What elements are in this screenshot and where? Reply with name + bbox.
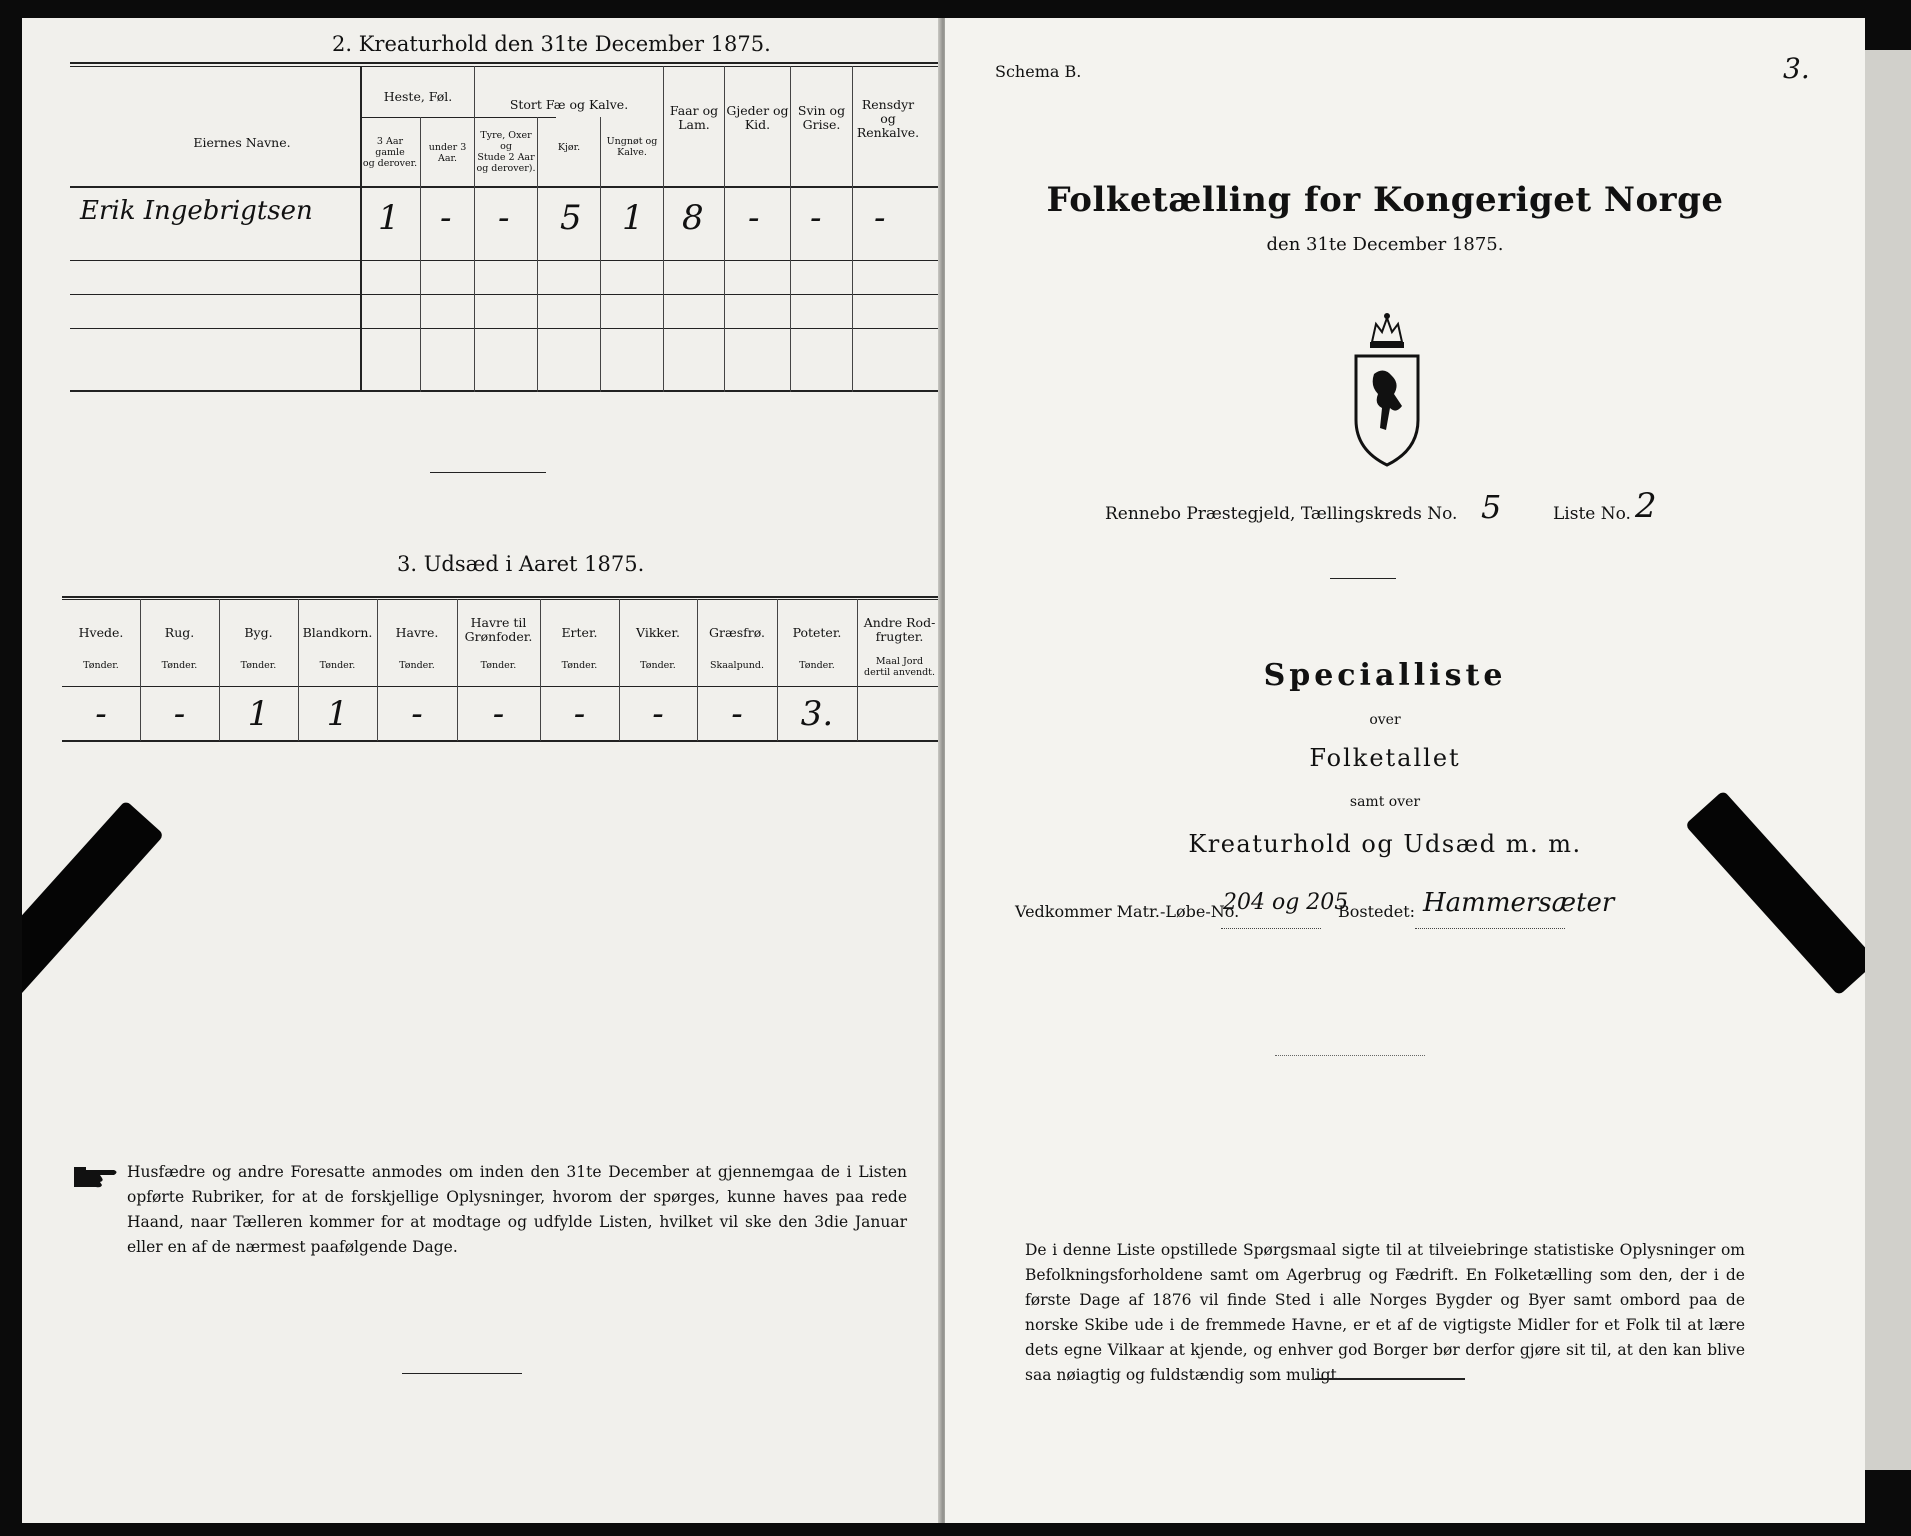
samt-over-label: samt over — [1349, 794, 1421, 810]
seed-header-rule — [62, 686, 942, 687]
value-pigs: - — [810, 198, 822, 238]
header-horse-young: under 3 Aar. — [428, 142, 467, 164]
fill-line — [1415, 928, 1565, 929]
seed-value: 1 — [326, 694, 349, 734]
seed-header-name: Rug. — [164, 625, 195, 640]
pointing-hand-icon — [74, 1164, 120, 1190]
bosted-value: Hammersæter — [1423, 888, 1615, 918]
bosted-label: Bostedet: — [1338, 902, 1416, 921]
seed-value: 1 — [247, 694, 270, 734]
specialliste-title: Specialliste — [1263, 658, 1507, 693]
seed-header-name: Hvede. — [78, 625, 124, 640]
seed-header-name: Havre til Grønfoder. — [464, 615, 533, 644]
schema-label: Schema B. — [995, 62, 1082, 81]
row-rule — [70, 328, 942, 329]
seed-value: - — [492, 694, 505, 734]
seed-header-name: Vikker. — [636, 625, 680, 640]
seed-header-unit: Tønder. — [240, 660, 277, 671]
header-goats: Gjeder og Kid. — [726, 103, 789, 132]
seed-value: - — [411, 694, 423, 734]
seed-header-unit: Tønder. — [83, 660, 119, 671]
binder-clip — [22, 800, 164, 1006]
list-number: 2 — [1635, 486, 1657, 526]
separator-rule — [402, 1373, 522, 1374]
table-top-rule — [70, 62, 942, 64]
binder-clip — [1685, 790, 1865, 996]
column-divider — [537, 117, 538, 392]
value-goats: - — [748, 198, 760, 238]
seed-header-unit: Maal Jord dertil anvendt. — [864, 656, 935, 678]
parish-line — [1105, 504, 1457, 524]
fill-line — [1221, 928, 1321, 929]
separator-rule — [430, 472, 546, 473]
seed-header-unit: Tønder. — [561, 660, 598, 671]
seed-value: - — [173, 694, 186, 734]
seed-header-unit: Tønder. — [161, 660, 198, 671]
separator-rule — [1315, 1378, 1465, 1380]
main-title: Folketælling for Kongeriget Norge — [1046, 180, 1724, 220]
row-rule — [70, 294, 942, 295]
date-line: den 31te December 1875. — [1266, 234, 1504, 255]
seed-header-unit: Tønder. — [799, 660, 835, 671]
parish-label: Rennebo Præstegjeld, — [1105, 504, 1296, 524]
header-sheep: Faar og Lam. — [669, 103, 719, 132]
header-horses-group: Heste, Føl. — [383, 89, 453, 104]
row-rule — [70, 260, 942, 261]
kreaturhold-title: Kreaturhold og Udsæd m. m. — [1188, 830, 1582, 858]
left-page — [22, 18, 942, 1523]
value-calves: 1 — [622, 198, 644, 238]
section2-title: 2. Kreaturhold den 31te December 1875. — [332, 32, 771, 56]
separator-rule — [1330, 578, 1396, 579]
matr-label: Vedkommer Matr.-Løbe-No. — [1015, 902, 1240, 921]
seed-header-name: Byg. — [244, 625, 273, 640]
right-page — [945, 18, 1865, 1523]
group-rule — [360, 117, 556, 118]
column-divider — [474, 66, 475, 392]
header-calves: Ungnøt og Kalve. — [606, 136, 658, 158]
separator-rule — [1275, 1055, 1425, 1056]
notice-text: Husfædre og andre Foresatte anmodes om inden den 31te December at gjennemgaa de i Listen opførte Rubriker, for at de forskjellige Oplysninger, hvorom der spørges, kunne haves paa rede Haand, naar Tælleren kommer for at modtage og udfylde Listen, hvilket vil ske den 3die Januar eller en af de nærmest paafølgende Dage. — [127, 1163, 907, 1256]
value-horse-old: 1 — [378, 198, 400, 238]
seed-header-name: Græsfrø. — [708, 625, 765, 640]
header-reindeer: Rensdyr og Renkalve. — [856, 97, 920, 140]
folketallet-title: Folketallet — [1309, 744, 1461, 772]
district-label: Tællingskreds No. — [1300, 504, 1458, 524]
coat-of-arms-icon — [1350, 310, 1424, 470]
value-bulls: - — [498, 198, 510, 238]
seed-bottom-rule — [62, 740, 942, 742]
seed-value: 3. — [800, 694, 834, 734]
value-reindeer: - — [874, 198, 886, 238]
seed-header-unit: Tønder. — [480, 660, 517, 671]
seed-header-name: Blandkorn. — [302, 625, 373, 640]
table-bottom-rule — [70, 390, 942, 392]
header-horse-old: 3 Aar gamle og derover. — [362, 136, 418, 169]
seed-header-name: Andre Rod- frugter. — [863, 615, 936, 644]
value-sheep: 8 — [682, 198, 704, 238]
intro-paragraph: De i denne Liste opstillede Spørgsmaal sigte til at tilveiebringe statistiske Oplysninger om Befolkningsforholdene samt om Agerbrug og Fædrift. En Folketælling som den, der i de første Dage af 1876 vil finde Sted i alle Norges Bygder og Byer samt ombord paa de norske Skibe ude i de fremmede Havne, er et af de vigtigste Midler for et Folk til at lære dets egne Vilkaar at kjende, og enhver god Borger bør derfor gjøre sit til, at den kan blive saa nøiagtig og fuldstændig som muligt. — [1025, 1241, 1745, 1384]
seed-header-name: Poteter. — [792, 625, 842, 640]
seed-value: - — [95, 694, 107, 734]
seed-header-unit: Tønder. — [399, 660, 435, 671]
header-bulls: Tyre, Oxer og Stude 2 Aar og derover). — [476, 130, 536, 174]
table-top-rule-thin — [70, 66, 942, 67]
matr-value: 204 og 205 — [1223, 890, 1349, 915]
over-label: over — [1369, 712, 1401, 728]
value-horse-young: - — [440, 198, 452, 238]
list-label: Liste No. — [1553, 504, 1631, 524]
seed-top-rule — [62, 596, 942, 598]
seed-value: - — [652, 694, 664, 734]
value-cows: 5 — [560, 198, 582, 238]
header-owner: Eiernes Navne. — [193, 135, 291, 150]
header-cows: Kjør. — [557, 142, 581, 153]
column-divider — [360, 66, 362, 392]
seed-header-unit: Tønder. — [640, 660, 676, 671]
header-bottom-rule — [70, 186, 942, 188]
seed-value: - — [573, 694, 586, 734]
seed-top-rule-thin — [62, 599, 942, 600]
header-pigs: Svin og Grise. — [797, 103, 846, 132]
seed-header-name: Havre. — [395, 625, 439, 640]
seed-header-unit: Tønder. — [319, 660, 356, 671]
column-divider — [600, 117, 601, 392]
district-number: 5 — [1481, 488, 1502, 526]
seed-value: - — [731, 694, 743, 734]
owner-name: Erik Ingebrigtsen — [80, 196, 313, 226]
seed-header-unit: Skaalpund. — [709, 660, 765, 671]
header-cattle-group: Stort Fæ og Kalve. — [509, 97, 629, 112]
page-number: 3. — [1783, 52, 1810, 85]
seed-header-name: Erter. — [561, 625, 598, 640]
section3-title: 3. Udsæd i Aaret 1875. — [397, 552, 645, 576]
